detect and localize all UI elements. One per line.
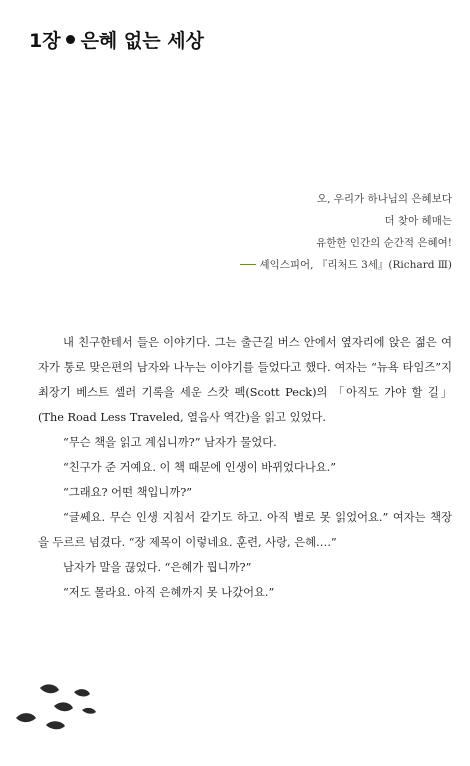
paragraph: “저도 몰라요. 아직 은혜까지 못 나갔어요.” — [63, 586, 275, 599]
paragraph: “무슨 책을 읽고 계십니까?” 남자가 물었다. — [63, 436, 277, 449]
epigraph-line: 더 찾아 헤매는 — [384, 215, 452, 227]
paragraph: “친구가 준 거예요. 이 책 때문에 인생이 바뀌었다나요.” — [63, 461, 337, 474]
epigraph-line: 유한한 인간의 순간적 은혜여! — [316, 237, 452, 249]
epigraph-line: 오, 우리가 하나님의 은혜보다 — [316, 193, 452, 205]
epigraph-source: 셰익스피어, 『리처드 3세』(Richard Ⅲ) — [259, 259, 452, 271]
chapter-title: 은혜 없는 세상 — [80, 30, 204, 52]
paragraph: “그래요? 어떤 책입니까?” — [63, 486, 193, 499]
paragraph: 남자가 말을 끊었다. “은혜가 뭡니까?” — [63, 561, 252, 574]
falling-leaves-decoration-icon — [10, 678, 110, 738]
paragraph: 내 친구한테서 들은 이야기다. 그는 출근길 버스 안에서 옆자리에 앉은 젊은 여자가 통로 맞은편의 남자와 나누는 이야기를 들었다고 했다. 여자는 “뉴욕 타임즈”지 최장기 베스트 셀러 기록을 세운 스캇 펙(Scott Peck)의 「아직도 가야 할 길」(The Road Less Traveled, 열음사 역간)을 읽고 있었다. — [38, 336, 452, 424]
body-text — [38, 330, 452, 605]
chapter-number: 1장 — [29, 30, 61, 52]
paragraph: “글쎄요. 무슨 인생 지침서 같기도 하고. 아직 별로 못 읽었어요.” 여자는 책장을 두르르 넘겼다. “장 제목이 이렇네요. 훈련, 사랑, 은혜….” — [38, 511, 452, 549]
epigraph-source-line — [202, 254, 452, 276]
chapter-heading — [29, 26, 204, 53]
source-dash-icon — [240, 264, 256, 265]
epigraph — [202, 188, 452, 276]
bullet-dot-icon — [66, 35, 75, 44]
